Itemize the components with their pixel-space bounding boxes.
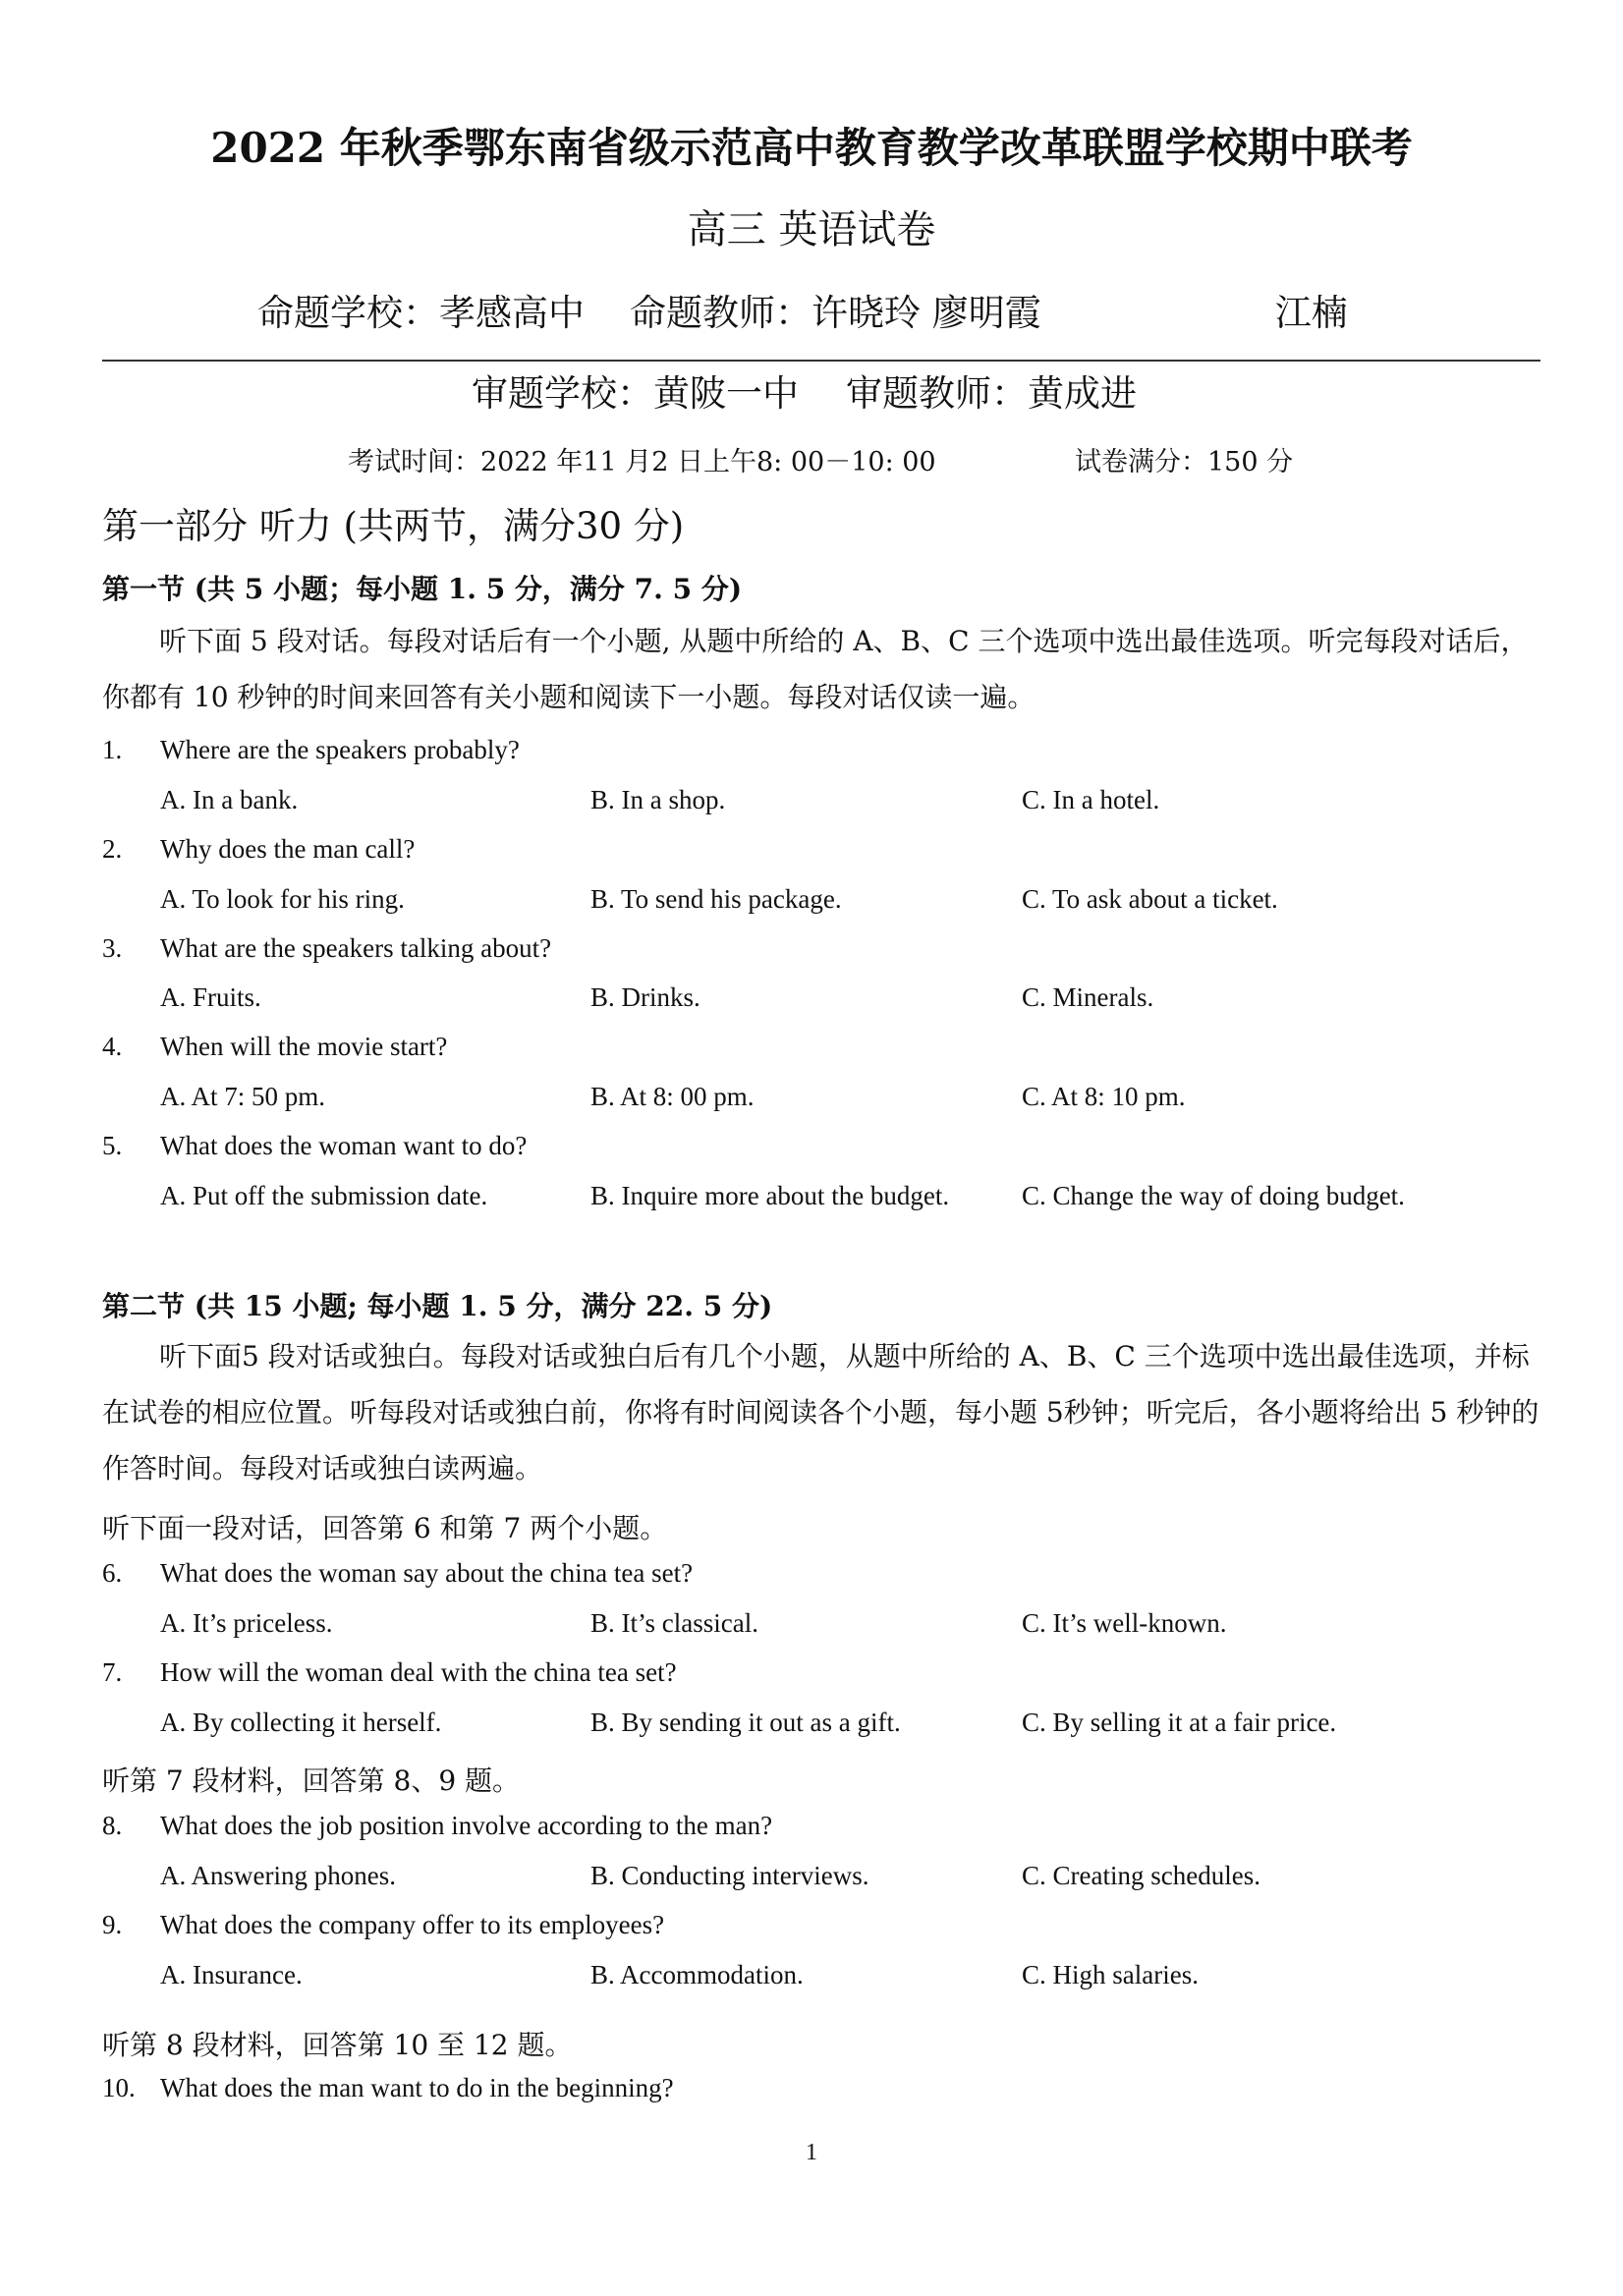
exam-time: 考试时间：2022 年11 月2 日上午8: 00－10: 00 <box>348 447 936 477</box>
header-rule <box>102 360 1540 362</box>
option-b: B. To send his package. <box>590 884 842 914</box>
reviewers-school: 审题学校：黄陂一中 <box>472 372 799 415</box>
question-number: 7. <box>102 1657 123 1687</box>
question-text: When will the movie start? <box>160 1032 448 1061</box>
option-a: A. By collecting it herself. <box>160 1708 442 1737</box>
question-text: How will the woman deal with the china tea set? <box>160 1657 677 1687</box>
option-b: B. At 8: 00 pm. <box>590 1082 755 1111</box>
question-text: What does the woman say about the china tea set? <box>160 1558 694 1588</box>
authors-school: 命题学校：孝感高中 <box>257 292 585 334</box>
page-number: 1 <box>806 2140 817 2165</box>
option-c: C. High salaries. <box>1022 1960 1199 1989</box>
option-a: A. Answering phones. <box>160 1861 396 1890</box>
exam-subtitle: 高三 英语试卷 <box>687 207 936 252</box>
note-10-12: 听第 8 段材料，回答第 10 至 12 题。 <box>102 2029 573 2061</box>
option-a: A. Put off the submission date. <box>160 1181 488 1210</box>
question-number: 6. <box>102 1558 123 1588</box>
question-text: What does the man want to do in the beginning? <box>160 2073 674 2102</box>
part1-title: 第一部分 听力 (共两节，满分30 分) <box>102 505 685 547</box>
option-c: C. To ask about a ticket. <box>1022 884 1278 914</box>
question-text: What does the woman want to do? <box>160 1131 528 1160</box>
full-score: 试卷满分：150 分 <box>1075 447 1294 477</box>
authors-extra: 江楠 <box>1274 292 1348 334</box>
reviewers-line <box>472 364 1137 417</box>
question-number: 9. <box>102 1910 123 1939</box>
question-text: What does the job position involve according to the man? <box>160 1811 773 1840</box>
option-a: A. It’s priceless. <box>160 1608 333 1638</box>
option-a: A. At 7: 50 pm. <box>160 1082 326 1111</box>
option-b: B. Conducting interviews. <box>590 1861 869 1890</box>
option-c: C. Minerals. <box>1022 982 1154 1012</box>
option-c: C. Change the way of doing budget. <box>1022 1181 1405 1210</box>
section2-title: 第二节 (共 15 小题; 每小题 1. 5 分，满分 22. 5 分) <box>102 1290 773 1322</box>
option-a: A. Fruits. <box>160 982 261 1012</box>
question-text: What are the speakers talking about? <box>160 933 552 963</box>
section1-instructions: 听下面 5 段对话。每段对话后有一个小题, 从题中所给的 A、B、C 三个选项中选出最佳选项。听完每段对话后，你都有 10 秒钟的时间来回答有关小题和阅读下一小题。每段对话仅读一遍。 <box>102 625 1529 713</box>
question-number: 3. <box>102 933 123 963</box>
option-a: A. To look for his ring. <box>160 884 405 914</box>
option-b: B. Accommodation. <box>590 1960 804 1989</box>
question-text: Where are the speakers probably? <box>160 735 520 764</box>
authors-teachers: 命题教师：许晓玲 廖明霞 <box>630 292 1041 334</box>
section1-title: 第一节 (共 5 小题；每小题 1. 5 分，满分 7. 5 分) <box>102 573 743 605</box>
option-a: A. In a bank. <box>160 785 299 814</box>
option-c: C. At 8: 10 pm. <box>1022 1082 1186 1111</box>
option-b: B. In a shop. <box>590 785 726 814</box>
option-b: B. It’s classical. <box>590 1608 758 1638</box>
question-text: Why does the man call? <box>160 834 416 864</box>
question-number: 10. <box>102 2073 136 2102</box>
authors-line <box>257 283 1348 336</box>
option-c: C. In a hotel. <box>1022 785 1160 814</box>
section2-instructions: 听下面5 段对话或独白。每段对话或独白后有几个小题，从题中所给的 A、B、C 三个选项中选出最佳选项，并标在试卷的相应位置。听每段对话或独白前，你将有时间阅读各个小题，每小题 5秒钟；听完后，各小题将给出 5 秒钟的作答时间。每段对话或独白读两遍。 <box>102 1340 1539 1484</box>
reviewers-teacher: 审题教师：黄成进 <box>846 372 1137 415</box>
note-8-9: 听第 7 段材料，回答第 8、9 题。 <box>102 1764 521 1797</box>
option-c: C. By selling it at a fair price. <box>1022 1708 1337 1737</box>
option-b: B. Drinks. <box>590 982 700 1012</box>
option-b: B. By sending it out as a gift. <box>590 1708 901 1737</box>
note-6-7: 听下面一段对话，回答第 6 和第 7 两个小题。 <box>102 1512 668 1544</box>
question-number: 8. <box>102 1811 123 1840</box>
question-text: What does the company offer to its employees? <box>160 1910 665 1939</box>
question-number: 5. <box>102 1131 123 1160</box>
question-number: 1. <box>102 735 123 764</box>
option-c: C. Creating schedules. <box>1022 1861 1260 1890</box>
exam-title: 2022 年秋季鄂东南省级示范高中教育教学改革联盟学校期中联考 <box>210 124 1413 172</box>
exam-info <box>348 440 1294 478</box>
question-number: 2. <box>102 834 123 864</box>
question-number: 4. <box>102 1032 123 1061</box>
option-a: A. Insurance. <box>160 1960 303 1989</box>
option-c: C. It’s well-known. <box>1022 1608 1227 1638</box>
option-b: B. Inquire more about the budget. <box>590 1181 950 1210</box>
